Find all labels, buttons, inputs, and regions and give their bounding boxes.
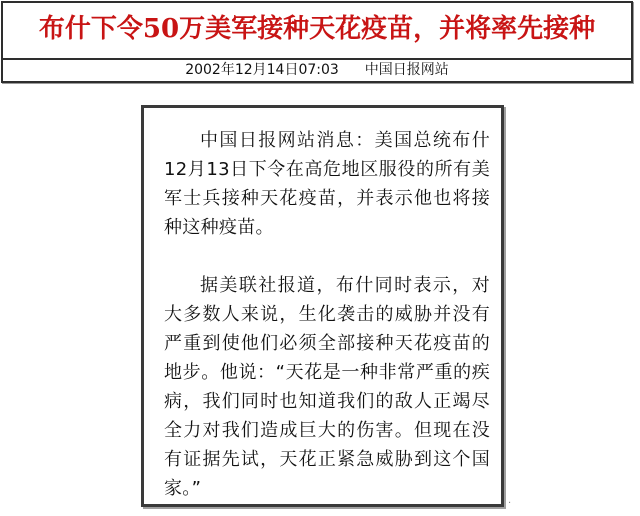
article-paragraph-1: 中国日报网站消息：美国总统布什12月13日下令在高危地区服役的所有美军士兵接种天花疫苗，并表示他也将接种这种疫苗。	[164, 130, 490, 238]
article-box	[141, 105, 504, 507]
headline-box	[1, 1, 633, 83]
article-paragraph-2: 据美联社报道，布什同时表示，对大多数人来说，生化袭击的威胁并没有严重到使他们必须全部接种天花疫苗的地步。他说：“天花是一种非常严重的疾病，我们同时也知道我们的敌人正竭尽全力对我们造成巨大的伤害。但现在没有证据先试，天花正紧急威胁到这个国家。”	[164, 275, 490, 499]
publish-datetime: 2002年12月14日07:03	[185, 62, 339, 78]
stray-pixel-mark: ·	[508, 498, 512, 509]
news-source: 中国日报网站	[364, 62, 449, 78]
article-headline: 布什下令50万美军接种天花疫苗，并将率先接种	[38, 14, 596, 44]
article-meta	[3, 60, 631, 81]
article-body	[164, 126, 490, 503]
